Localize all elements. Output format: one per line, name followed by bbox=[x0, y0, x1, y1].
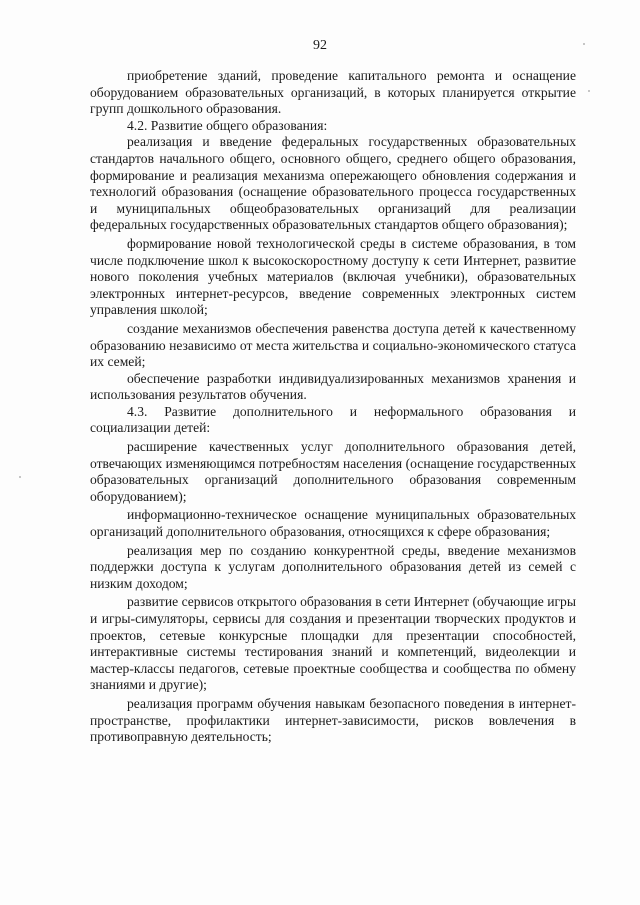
section-heading-4-2: 4.2. Развитие общего образования: bbox=[127, 117, 328, 133]
scan-speck bbox=[583, 43, 585, 45]
paragraph-fgos-standards: реализация и введение федеральных государственных образовательных стандартов начального общего, основного общего, среднего общего образования, формирование и реализация механизма опережающего обновления содержания и технологий образования (оснащение образовательного процесса государственных и муниципальных общеобразовательных организаций для реализации федеральных государственных образовательных стандартов общего образования); bbox=[90, 134, 576, 233]
paragraph-individual-mechanisms: обеспечение разработки индивидуализированных механизмов хранения и использования результатов обучения. bbox=[90, 370, 576, 403]
paragraph-open-education-services: развитие сервисов открытого образования в сети Интернет (обучающие игры и игры-симуляторы, сервисы для создания и презентации творческих продуктов и проектов, сетевые конкурсные площадки для презентации способностей, интерактивные системы тестирования знаний и компетенций, видеолекции и мастер-классы педагогов, сетевые проектные сообщества и сообщества по обмену знаниями и другие); bbox=[90, 594, 576, 693]
section-heading-4-3: 4.3. Развитие дополнительного и неформального образования и социализации детей: bbox=[90, 403, 576, 436]
paragraph-tech-environment: формирование новой технологической среды в системе образования, в том числе подключение школ к высокоскоростному доступу к сети Интернет, развитие нового поколения учебных материалов (включая учебники), образовательных электронных интернет-ресурсов, введение современных электронных систем управления школой; bbox=[90, 235, 576, 318]
paragraph-additional-education: расширение качественных услуг дополнительного образования детей, отвечающих изменяющимся потребностям населения (оснащение государственных образовательных организаций дополнительного образования современным оборудованием); bbox=[90, 439, 576, 504]
document-body bbox=[90, 68, 576, 746]
paragraph-competitive-environment: реализация мер по созданию конкурентной среды, введение механизмов поддержки доступа к услугам дополнительного образования детей из семей с низким доходом; bbox=[90, 542, 576, 591]
scan-speck bbox=[588, 90, 590, 92]
paragraph-safe-behavior: реализация программ обучения навыкам безопасного поведения в интернет-пространстве, профилактики интернет-зависимости, рисков вовлечения в противоправную деятельность; bbox=[90, 695, 576, 745]
paragraph-municipal-equipment: информационно-техническое оснащение муниципальных образовательных организаций дополнительного образования, относящихся к сфере образования; bbox=[90, 507, 576, 540]
page-number: 92 bbox=[313, 38, 327, 53]
paragraph-buildings-renovation: приобретение зданий, проведение капитального ремонта и оснащение оборудованием образовательных организаций, в которых планируется открытие групп дошкольного образования. bbox=[90, 68, 576, 117]
scan-speck bbox=[19, 476, 21, 478]
paragraph-equal-access: создание механизмов обеспечения равенства доступа детей к качественному образованию независимо от места жительства и социально-экономического статуса их семей; bbox=[90, 320, 576, 370]
